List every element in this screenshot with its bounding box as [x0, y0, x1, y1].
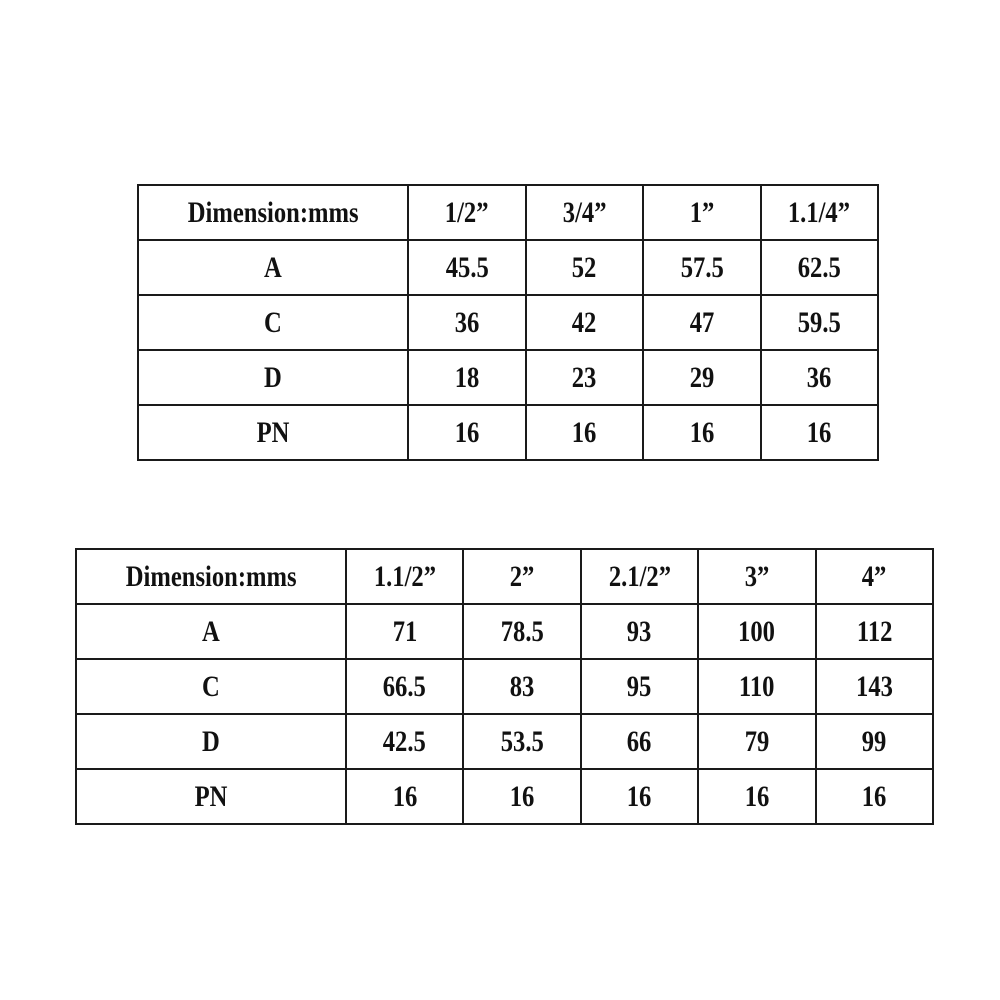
header-cell — [761, 185, 879, 240]
row-label: D — [202, 724, 220, 758]
header-cell — [76, 549, 346, 604]
value-cell — [643, 295, 761, 350]
cell-value: 16 — [861, 779, 887, 813]
value-cell — [581, 604, 698, 659]
cell-value: 143 — [855, 669, 893, 703]
row-label: C — [202, 669, 220, 703]
value-cell — [408, 350, 526, 405]
cell-value: 16 — [454, 415, 480, 449]
value-cell — [408, 240, 526, 295]
cell-value: 18 — [454, 360, 480, 394]
value-cell — [408, 295, 526, 350]
table-row — [138, 405, 878, 460]
cell-value: 66 — [627, 724, 652, 758]
value-cell — [816, 659, 933, 714]
cell-value: 83 — [509, 669, 535, 703]
value-cell — [698, 659, 815, 714]
header-cell — [408, 185, 526, 240]
cell-value: 93 — [627, 614, 652, 648]
cell-value: 42.5 — [383, 724, 427, 758]
table-row — [76, 659, 933, 714]
row-label-cell — [138, 295, 408, 350]
header-label: 2” — [509, 559, 535, 593]
value-cell — [581, 659, 698, 714]
row-label: D — [264, 360, 282, 394]
header-label: 3” — [744, 559, 770, 593]
header-cell — [816, 549, 933, 604]
value-cell — [346, 769, 463, 824]
table-row — [76, 604, 933, 659]
cell-value: 16 — [806, 415, 832, 449]
row-label-cell — [76, 659, 346, 714]
cell-value: 16 — [744, 779, 770, 813]
value-cell — [761, 405, 879, 460]
cell-value: 59.5 — [797, 305, 841, 339]
header-cell — [463, 549, 580, 604]
row-label: C — [264, 305, 282, 339]
table-body — [138, 185, 878, 460]
value-cell — [463, 714, 580, 769]
value-cell — [463, 604, 580, 659]
cell-value: 16 — [392, 779, 417, 813]
table-row — [138, 295, 878, 350]
row-label-cell — [138, 405, 408, 460]
row-label: PN — [194, 779, 228, 813]
value-cell — [643, 405, 761, 460]
cell-value: 78.5 — [500, 614, 544, 648]
cell-value: 99 — [861, 724, 887, 758]
header-label: 1/2” — [444, 195, 489, 229]
value-cell — [526, 295, 644, 350]
dimension-table-small-sizes — [137, 184, 879, 461]
table-body — [76, 549, 933, 824]
value-cell — [526, 350, 644, 405]
header-cell — [526, 185, 644, 240]
cell-value: 62.5 — [797, 250, 841, 284]
cell-value: 79 — [744, 724, 770, 758]
value-cell — [408, 405, 526, 460]
header-label: Dimension:mms — [125, 559, 297, 593]
header-label: 4” — [861, 559, 887, 593]
table-header-row — [76, 549, 933, 604]
header-cell — [698, 549, 815, 604]
value-cell — [581, 769, 698, 824]
header-label: 1” — [689, 195, 715, 229]
header-cell — [138, 185, 408, 240]
cell-value: 53.5 — [500, 724, 544, 758]
cell-value: 66.5 — [383, 669, 427, 703]
row-label-cell — [138, 350, 408, 405]
cell-value: 45.5 — [445, 250, 489, 284]
cell-value: 47 — [689, 305, 715, 339]
row-label-cell — [76, 714, 346, 769]
value-cell — [761, 350, 879, 405]
header-label: 1.1/2” — [373, 559, 436, 593]
cell-value: 42 — [571, 305, 597, 339]
cell-value: 57.5 — [680, 250, 724, 284]
cell-value: 112 — [856, 614, 893, 648]
cell-value: 16 — [689, 415, 715, 449]
header-cell — [346, 549, 463, 604]
value-cell — [761, 295, 879, 350]
value-cell — [526, 240, 644, 295]
value-cell — [698, 714, 815, 769]
value-cell — [698, 769, 815, 824]
row-label: A — [202, 614, 220, 648]
value-cell — [761, 240, 879, 295]
value-cell — [816, 714, 933, 769]
header-label: Dimension:mms — [187, 195, 359, 229]
value-cell — [643, 350, 761, 405]
cell-value: 110 — [739, 669, 775, 703]
value-cell — [816, 769, 933, 824]
header-cell — [581, 549, 698, 604]
value-cell — [581, 714, 698, 769]
value-cell — [463, 659, 580, 714]
table-row — [76, 714, 933, 769]
cell-value: 16 — [571, 415, 597, 449]
value-cell — [698, 604, 815, 659]
value-cell — [346, 659, 463, 714]
value-cell — [526, 405, 644, 460]
header-label: 1.1/4” — [788, 195, 851, 229]
row-label-cell — [76, 604, 346, 659]
cell-value: 16 — [509, 779, 535, 813]
row-label: PN — [256, 415, 290, 449]
value-cell — [463, 769, 580, 824]
header-label: 3/4” — [562, 195, 607, 229]
header-cell — [643, 185, 761, 240]
cell-value: 71 — [392, 614, 417, 648]
table-row — [138, 350, 878, 405]
table-row — [138, 240, 878, 295]
value-cell — [816, 604, 933, 659]
cell-value: 36 — [806, 360, 832, 394]
row-label: A — [264, 250, 282, 284]
header-label: 2.1/2” — [608, 559, 671, 593]
cell-value: 95 — [627, 669, 652, 703]
cell-value: 29 — [689, 360, 715, 394]
value-cell — [346, 604, 463, 659]
cell-value: 23 — [571, 360, 597, 394]
value-cell — [346, 714, 463, 769]
cell-value: 16 — [627, 779, 652, 813]
value-cell — [643, 240, 761, 295]
row-label-cell — [76, 769, 346, 824]
cell-value: 100 — [738, 614, 776, 648]
table-row — [76, 769, 933, 824]
dimension-table-large-sizes — [75, 548, 934, 825]
cell-value: 36 — [454, 305, 480, 339]
row-label-cell — [138, 240, 408, 295]
cell-value: 52 — [571, 250, 597, 284]
table-header-row — [138, 185, 878, 240]
